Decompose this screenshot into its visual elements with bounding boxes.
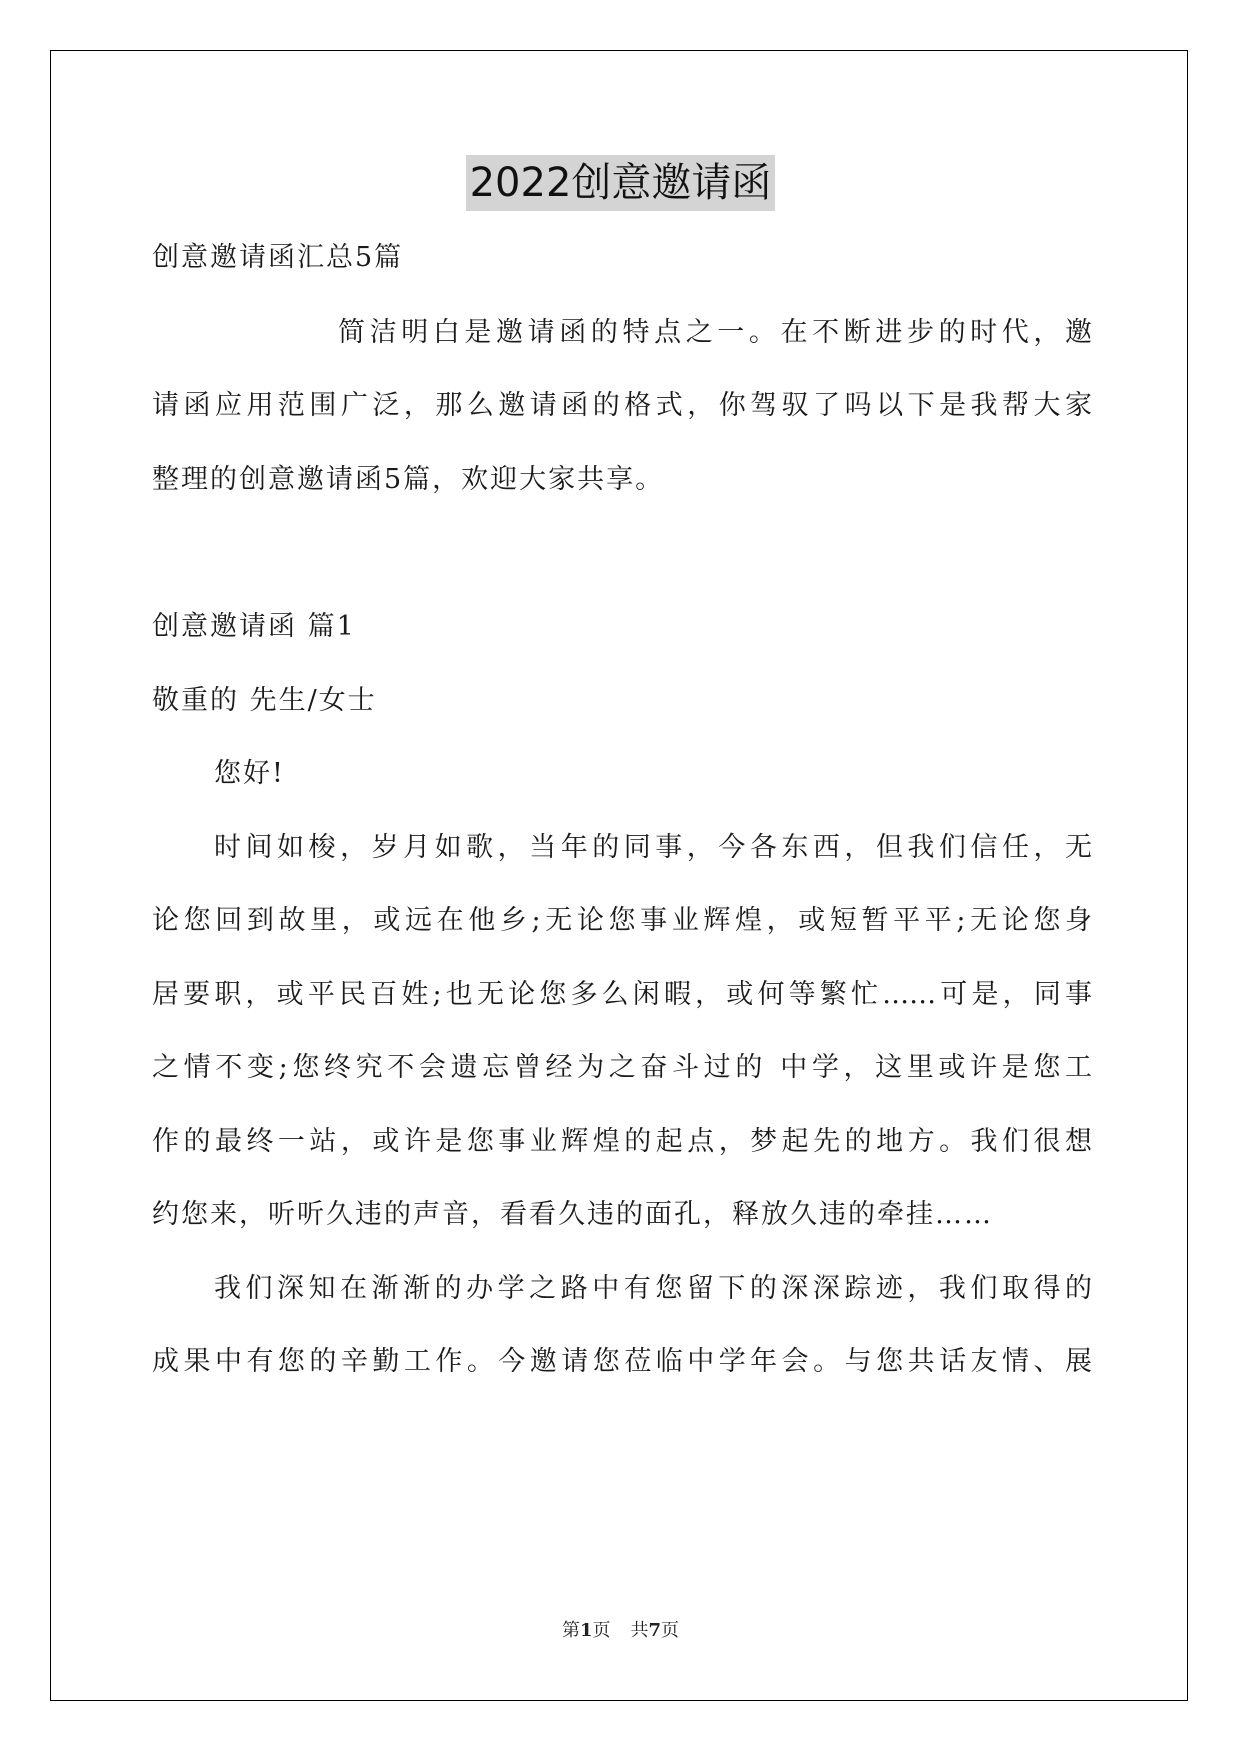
title-container (0, 155, 1241, 211)
footer-total-suffix: 页 (661, 1620, 680, 1641)
paragraph-line: 约您来，听听久违的声音，看看久违的面孔，释放久违的牵挂…… (152, 1199, 993, 1230)
paragraph-line: 之情不变;您终究不会遗忘曾经为之奋斗过的 中学，这里或许是您工 (152, 1052, 1092, 1083)
footer-page-number: 1 (579, 1620, 593, 1641)
page-footer (0, 1618, 1241, 1644)
salutation: 敬重的 先生/女士 (152, 685, 377, 716)
footer-total-prefix: 共 (630, 1620, 649, 1641)
document-title: 2022创意邀请函 (466, 155, 776, 211)
document-subtitle: 创意邀请函汇总5篇 (152, 242, 404, 273)
section-heading: 创意邀请函 篇1 (152, 611, 356, 642)
intro-line: 整理的创意邀请函5篇，欢迎大家共享。 (152, 464, 665, 495)
page-border (50, 50, 1188, 1701)
footer-page-suffix: 页 (592, 1620, 611, 1641)
paragraph-line: 居要职，或平民百姓;也无论您多么闲暇，或何等繁忙……可是，同事 (152, 979, 1092, 1010)
paragraph-line: 成果中有您的辛勤工作。今邀请您莅临中学年会。与您共话友情、展 (152, 1346, 1092, 1377)
intro-line: 简洁明白是邀请函的特点之一。在不断进步的时代，邀 (338, 317, 1092, 348)
paragraph-line: 时间如梭，岁月如歌，当年的同事，今各东西，但我们信任，无 (214, 832, 1092, 863)
footer-prefix: 第 (561, 1620, 580, 1641)
paragraph-line: 作的最终一站，或许是您事业辉煌的起点，梦起先的地方。我们很想 (152, 1126, 1092, 1157)
greeting: 您好! (214, 758, 285, 789)
paragraph-line: 论您回到故里，或远在他乡;无论您事业辉煌，或短暂平平;无论您身 (152, 905, 1092, 936)
paragraph-line: 我们深知在渐渐的办学之路中有您留下的深深踪迹，我们取得的 (214, 1273, 1092, 1304)
intro-line: 请函应用范围广泛，那么邀请函的格式，你驾驭了吗以下是我帮大家 (152, 390, 1092, 421)
footer-total-pages: 7 (648, 1620, 662, 1641)
